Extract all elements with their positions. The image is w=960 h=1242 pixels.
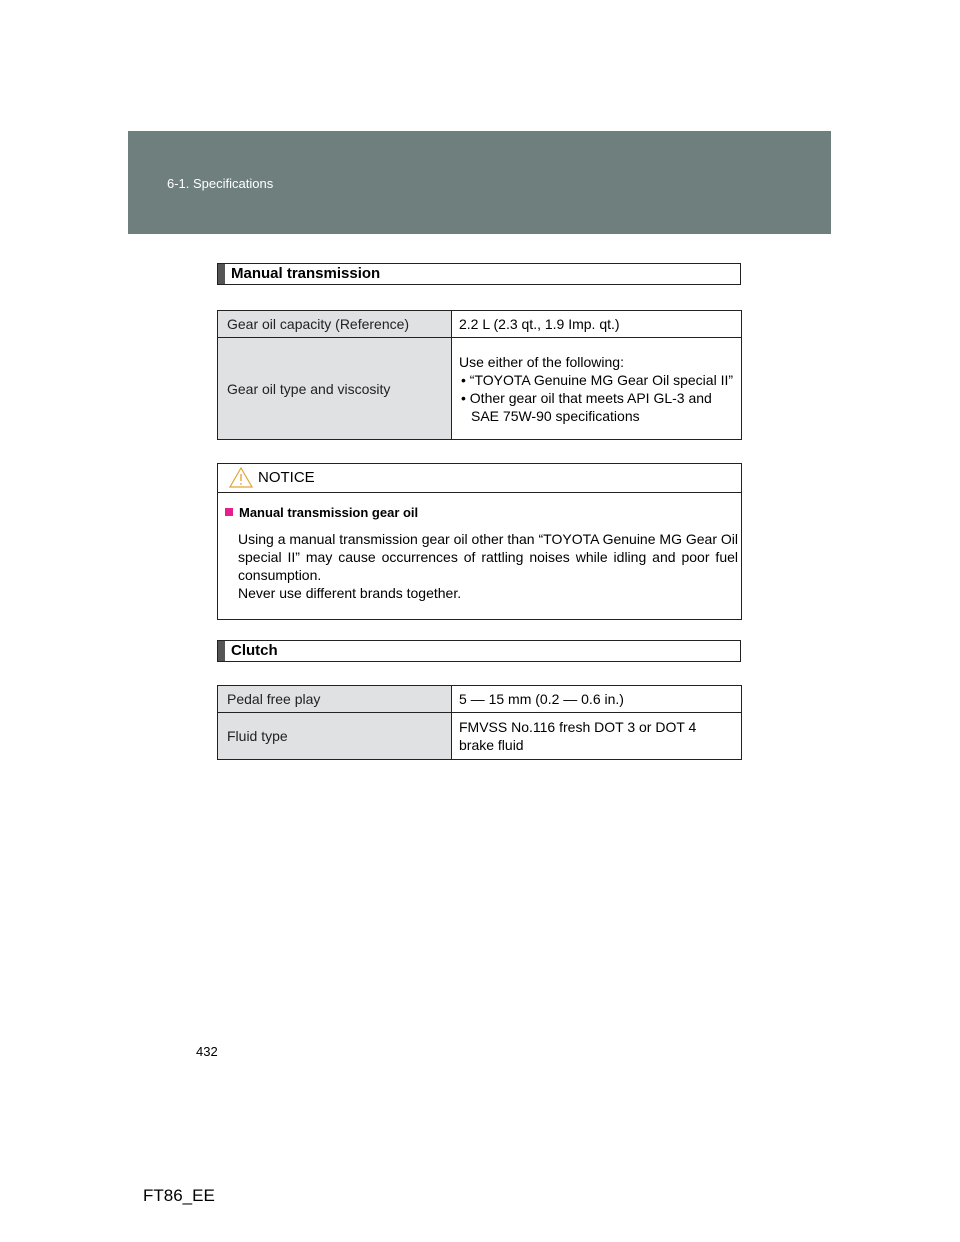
row-label: Pedal free play: [218, 686, 452, 713]
section-title-manual-transmission: Manual transmission: [217, 263, 741, 285]
warning-triangle-icon: [229, 467, 253, 488]
notice-label: NOTICE: [258, 469, 315, 486]
manual-transmission-table: [217, 310, 742, 440]
row-value: FMVSS No.116 fresh DOT 3 or DOT 4 brake fluid: [452, 713, 742, 760]
row-value: 5 — 15 mm (0.2 — 0.6 in.): [452, 686, 742, 713]
square-bullet-icon: [225, 508, 233, 516]
row-label: Fluid type: [218, 713, 452, 760]
notice-box: [217, 463, 742, 620]
notice-body: [238, 530, 738, 602]
list-item: • Other gear oil that meets API GL-3 and SAE 75W-90 specifications: [461, 389, 712, 424]
document-code: FT86_EE: [143, 1186, 215, 1205]
table-row: [218, 713, 742, 760]
page-number: 432: [196, 1044, 218, 1059]
notice-subtitle: Manual transmission gear oil: [225, 505, 418, 520]
section-title-clutch: Clutch: [217, 640, 741, 662]
list-item: • “TOYOTA Genuine MG Gear Oil special II”: [461, 371, 734, 388]
notice-paragraph: Never use different brands together.: [238, 585, 462, 601]
header-band: [128, 131, 831, 234]
row-label: Gear oil capacity (Reference): [218, 311, 452, 338]
row-label: Gear oil type and viscosity: [218, 338, 452, 440]
value-intro: Use either of the following:: [459, 353, 624, 370]
table-row: [218, 338, 742, 440]
table-row: [218, 686, 742, 713]
notice-header: [218, 464, 741, 493]
table-row: [218, 311, 742, 338]
row-value: [452, 338, 742, 440]
row-value: 2.2 L (2.3 qt., 1.9 Imp. qt.): [452, 311, 742, 338]
notice-paragraph: Using a manual transmission gear oil other than “TOYOTA Genuine MG Gear Oil special II” may cause occurrences of rattling noises while idling and poor fuel consumption.: [238, 531, 738, 583]
breadcrumb: 6-1. Specifications: [167, 176, 274, 191]
clutch-table: [217, 685, 742, 760]
